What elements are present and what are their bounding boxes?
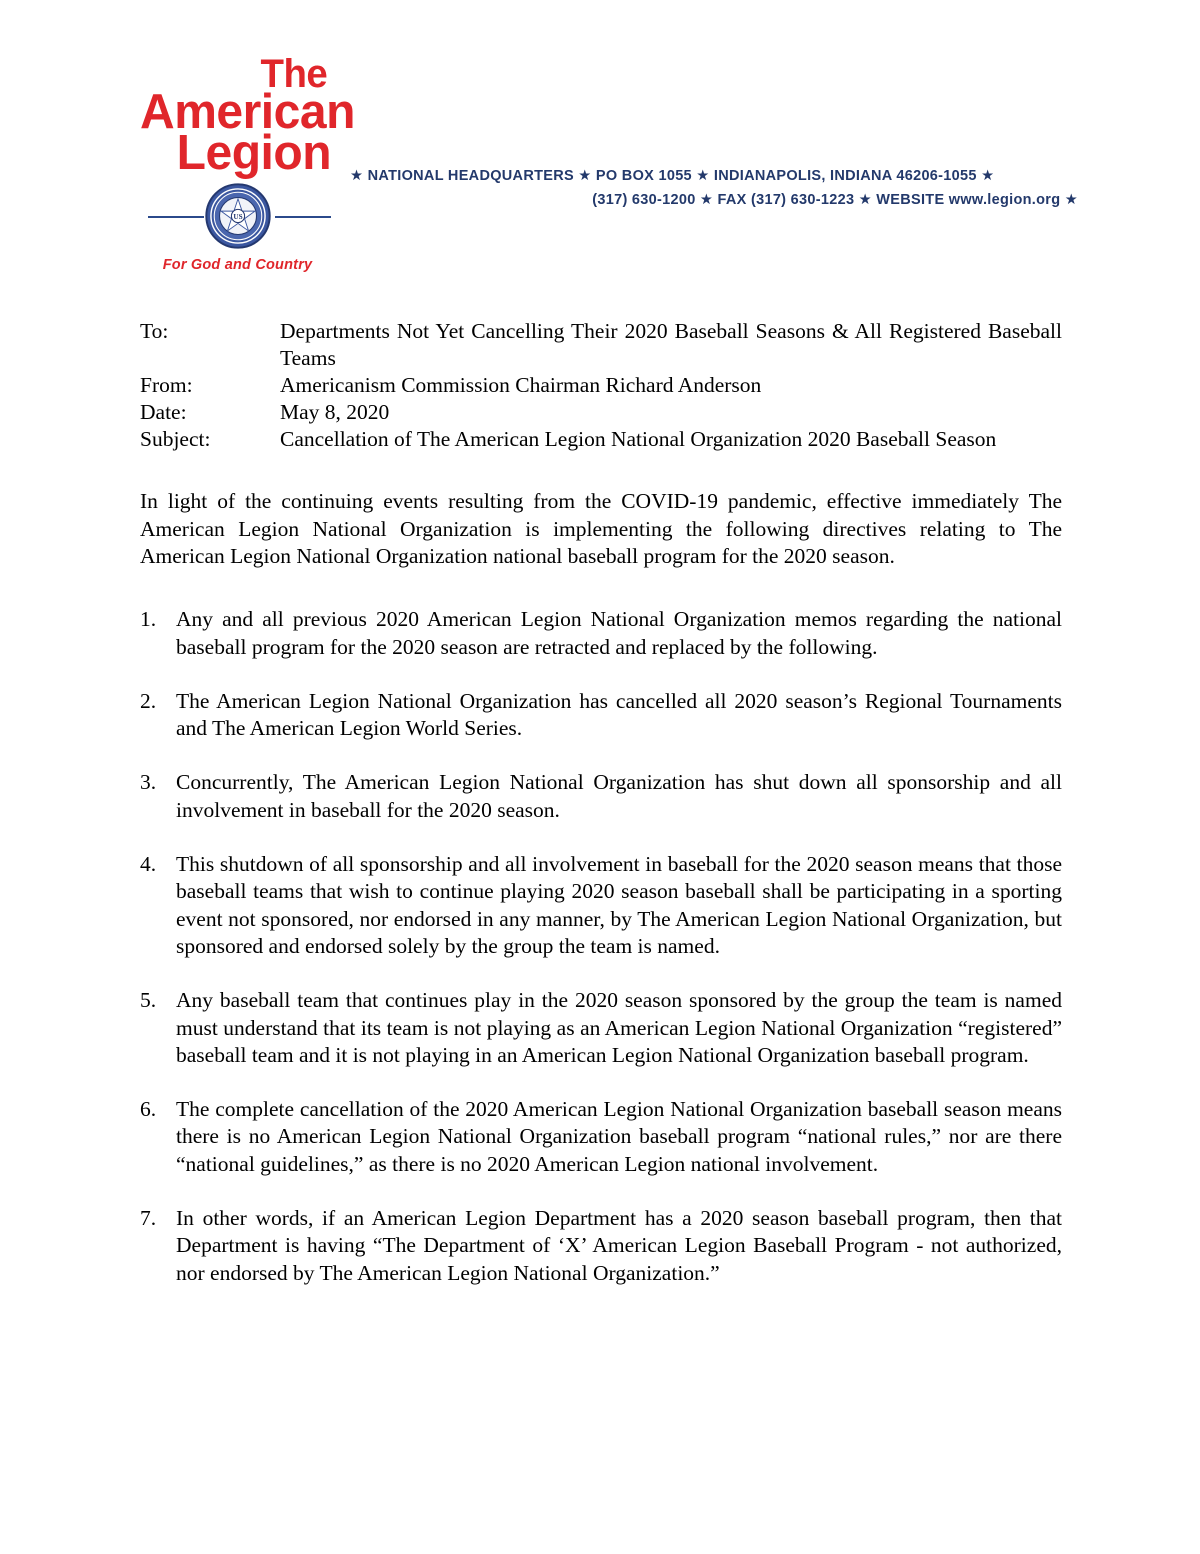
logo-motto: For God and Country bbox=[162, 256, 313, 273]
list-item-number: 3. bbox=[140, 770, 157, 795]
logotype-line-the: The bbox=[260, 52, 328, 96]
logotype-line-american: American bbox=[140, 84, 355, 139]
svg-text:US: US bbox=[232, 212, 243, 221]
emblem-row bbox=[140, 183, 335, 249]
list-item-text: The American Legion National Organization has cancelled all 2020 season’s Regional Tournaments and The American Legion World Series. bbox=[176, 688, 1062, 741]
hq-address-line: ★ NATIONAL HEADQUARTERS ★ PO BOX 1055 ★ INDIANAPOLIS, INDIANA 46206-1055 ★ bbox=[350, 168, 995, 184]
logotype bbox=[140, 52, 355, 180]
memo-field-date bbox=[140, 399, 1062, 426]
list-item bbox=[140, 688, 1062, 743]
memo-value-to: Departments Not Yet Cancelling Their 2020 Baseball Seasons & All Registered Baseball Teams bbox=[280, 319, 1062, 371]
emblem-rule-right bbox=[275, 216, 331, 218]
memo-label-date: Date: bbox=[140, 400, 187, 425]
memo-body bbox=[140, 318, 1062, 1287]
memo-value-from: Americanism Commission Chairman Richard Anderson bbox=[280, 373, 762, 398]
list-item bbox=[140, 1205, 1062, 1287]
logotype-line-legion: Legion bbox=[176, 125, 332, 180]
list-item-number: 1. bbox=[140, 607, 157, 632]
hq-phone-web-line: (317) 630-1200 ★ FAX (317) 630-1223 ★ WEBSITE www.legion.org ★ bbox=[592, 191, 1078, 208]
headquarters-contact-info bbox=[350, 165, 1080, 213]
letterhead bbox=[0, 0, 1200, 290]
list-item-text: Concurrently, The American Legion National Organization has shut down all sponsorship and all involvement in baseball for the 2020 season. bbox=[176, 770, 1062, 822]
list-item-number: 6. bbox=[140, 1097, 157, 1122]
list-item-text: Any and all previous 2020 American Legion National Organization memos regarding the national baseball program for the 2020 season are retracted and replaced by the following. bbox=[176, 607, 1062, 659]
memo-field-to bbox=[140, 318, 1062, 372]
memo-field-from bbox=[140, 372, 1062, 399]
directives-list bbox=[140, 606, 1062, 1287]
american-legion-emblem-icon bbox=[205, 183, 271, 249]
list-item-text: In other words, if an American Legion Department has a 2020 season baseball program, then that Department is having “The Department of ‘X’ American Legion Baseball Program - not authorized, nor endorsed by The American Legion National Organization.” bbox=[176, 1206, 1062, 1285]
list-item-number: 5. bbox=[140, 988, 157, 1013]
memo-value-date: May 8, 2020 bbox=[280, 400, 390, 425]
list-item-text: Any baseball team that continues play in the 2020 season sponsored by the group the team is named must understand that its team is not playing as an American Legion National Organization “registered” baseball team and it is not playing in an American Legion National Organization baseball program. bbox=[176, 988, 1062, 1067]
list-item-number: 4. bbox=[140, 852, 157, 877]
list-item-text: The complete cancellation of the 2020 American Legion National Organization baseball season means there is no American Legion National Organization baseball program “national rules,” nor are there “national guidelines,” as there is no 2020 American Legion national involvement. bbox=[176, 1097, 1062, 1176]
list-item bbox=[140, 851, 1062, 960]
american-legion-logo bbox=[140, 52, 355, 273]
list-item-number: 7. bbox=[140, 1206, 157, 1231]
memo-label-subject: Subject: bbox=[140, 427, 211, 452]
list-item bbox=[140, 1096, 1062, 1178]
memo-field-subject bbox=[140, 426, 1062, 453]
list-item bbox=[140, 769, 1062, 824]
list-item bbox=[140, 987, 1062, 1069]
list-item-text: This shutdown of all sponsorship and all involvement in baseball for the 2020 season means that those baseball teams that wish to continue playing 2020 season baseball shall be participating in a sporting event not sponsored, nor endorsed in any manner, by The American Legion National Organization, but sponsored and endorsed solely by the group the team is named. bbox=[176, 852, 1062, 958]
intro-paragraph: In light of the continuing events resulting from the COVID-19 pandemic, effective immediately The American Legion National Organization is implementing the following directives relating to The American Legion National Organization national baseball program for the 2020 season. bbox=[140, 489, 1062, 568]
list-item-number: 2. bbox=[140, 688, 157, 713]
emblem-rule-left bbox=[148, 216, 204, 218]
memo-value-subject: Cancellation of The American Legion National Organization 2020 Baseball Season bbox=[280, 427, 997, 452]
memo-label-to: To: bbox=[140, 319, 169, 343]
list-item bbox=[140, 606, 1062, 661]
memo-header-fields bbox=[140, 318, 1062, 453]
memo-label-from: From: bbox=[140, 373, 193, 398]
